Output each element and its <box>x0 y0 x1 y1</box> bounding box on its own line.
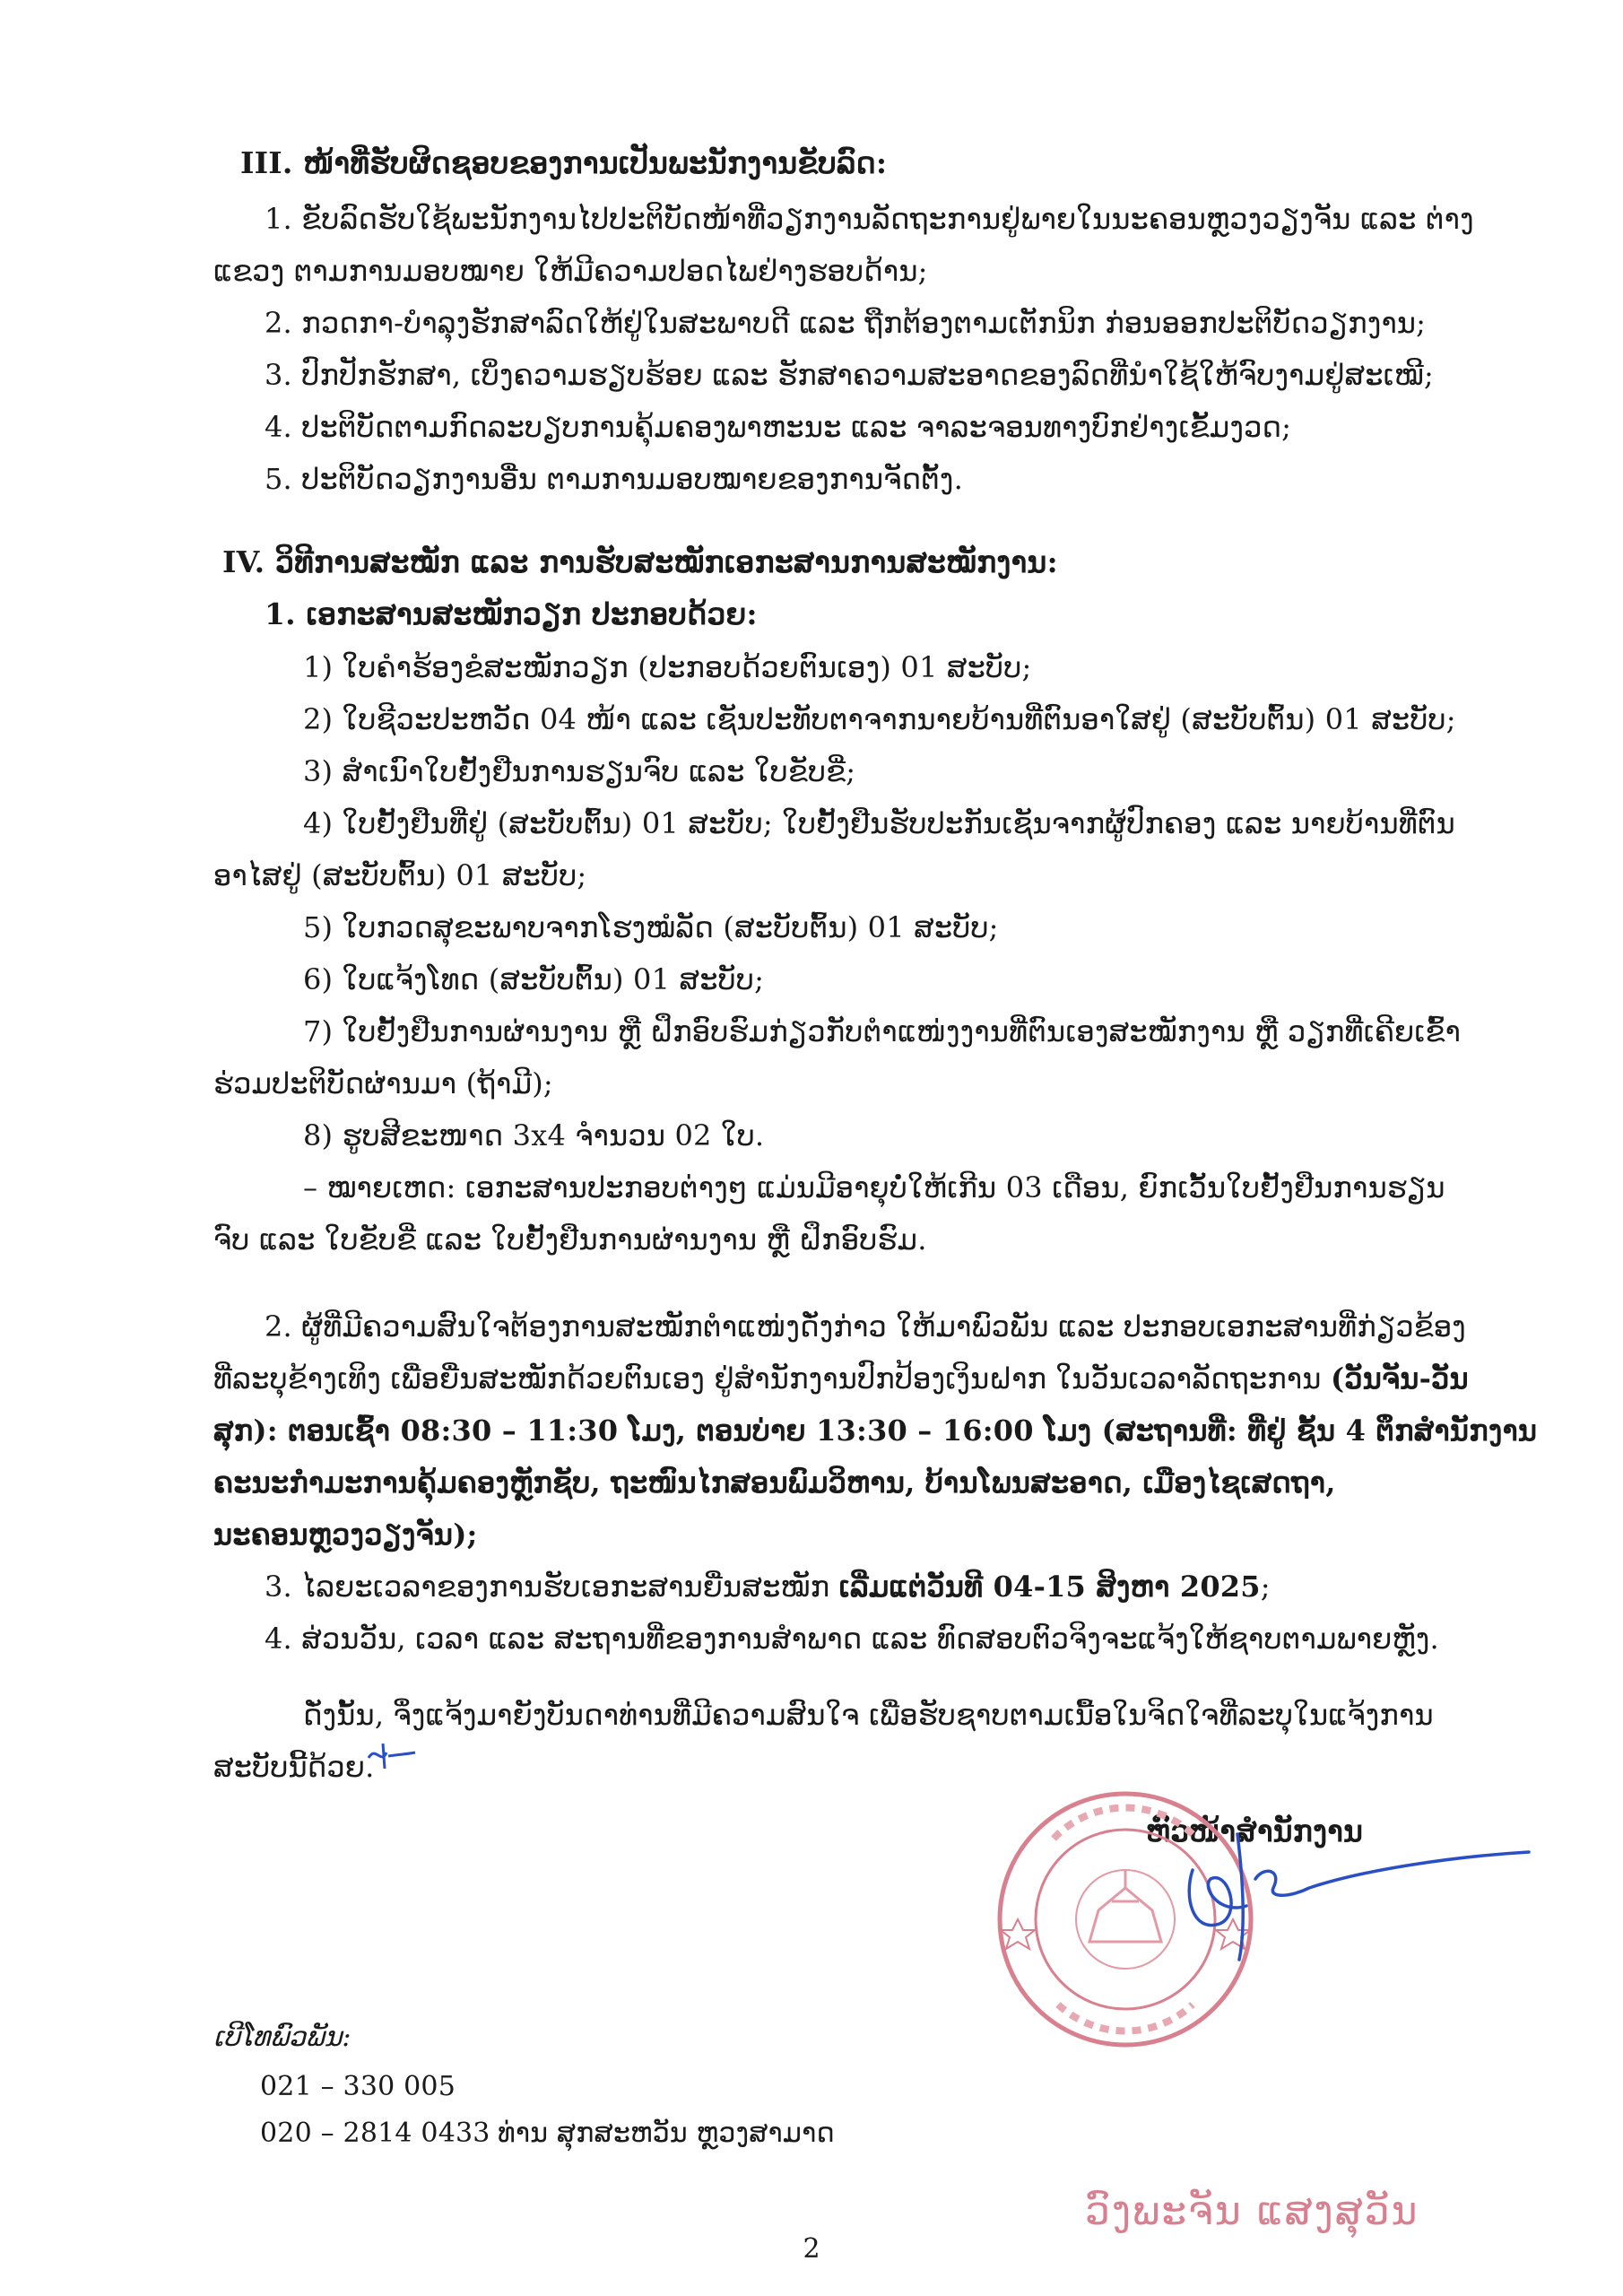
handwritten-signature-icon <box>1157 1816 1533 1969</box>
doc-item-7: 7) ໃບຢັ້ງຢືນການຜ່ານງານ ຫຼື ຝຶກອົບຮົມກ່ຽວກັບຕໍາແໜ່ງງານທີ່ຕົນເອງສະໝັກງານ ຫຼື ວຽກທີ່ເຄີຍເຂົ້າ <box>303 1014 1462 1048</box>
initial-mark-icon <box>363 1738 417 1774</box>
doc-item-1: 1) ໃບຄໍາຮ້ອງຂໍສະໝັກວຽກ (ປະກອບດ້ວຍຕົນເອງ) 01 ສະບັບ; <box>303 650 1032 684</box>
note: – ໝາຍເຫດ: ເອກະສານປະກອບຕ່າງໆ ແມ່ນມີອາຍຸບໍ່ໃຫ້ເກີນ 03 ເດືອນ, ຍົກເວັ້ນໃບຢັ້ງຢືນການຮຽນ <box>303 1170 1445 1205</box>
doc-item-5: 5) ໃບກວດສຸຂະພາບຈາກໂຮງໝໍລັດ (ສະບັບຕົ້ນ) 01 ສະບັບ; <box>303 910 999 944</box>
para-2-line-3: ສຸກ): ຕອນເຊົ້າ 08:30 – 11:30 ໂມງ, ຕອນບ່າຍ 13:30 – 16:00 ໂມງ (ສະຖານທີ່: ທີ່ຢູ່ ຊັ້ນ 4 ຕຶກສໍານັກງານ <box>213 1413 1538 1448</box>
signatory-title: ຫົວໜ້າສໍານັກງານ <box>1146 1813 1364 1848</box>
doc-item-3: 3) ສໍາເນົາໃບຢັ້ງຢືນການຮຽນຈົບ ແລະ ໃບຂັບຂີ່; <box>303 754 856 788</box>
duty-item-3: 3. ປົກປັກຮັກສາ, ເບິ່ງຄວາມຮຽບຮ້ອຍ ແລະ ຮັກສາຄວາມສະອາດຂອງລົດທີ່ນໍາໃຊ້ໃຫ້ຈົບງາມຢູ່ສະເໝີ; <box>265 358 1434 392</box>
para-3-text: 3. ໄລຍະເວລາຂອງການຮັບເອກະສານຍື່ນສະໝັກ <box>265 1570 839 1604</box>
signatory-name: ວົງພະຈັນ ແສງສຸວັນ <box>1085 2188 1419 2234</box>
section-4-heading: IV. ວິທີການສະໝັກ ແລະ ການຮັບສະໝັກເອກະສານການສະໝັກງານ: <box>222 544 1058 579</box>
doc-item-7-cont: ຮ່ວມປະຕິບັດຜ່ານມາ (ຖ້າມີ); <box>213 1066 553 1100</box>
duty-item-4: 4. ປະຕິບັດຕາມກົດລະບຽບການຄຸ້ມຄອງພາຫະນະ ແລະ ຈາລະຈອນທາງບົກຢ່າງເຂັ້ມງວດ; <box>265 410 1292 444</box>
closing-line-1: ດັ່ງນັ້ນ, ຈຶ່ງແຈ້ງມາຍັງບັນດາທ່ານທີ່ມີຄວາມສົນໃຈ ເພື່ອຮັບຊາບຕາມເນື້ອໃນຈິດໃຈທີ່ລະບຸໃນແຈ້ງການ <box>303 1698 1434 1732</box>
para-2-line-5: ນະຄອນຫຼວງວຽງຈັນ); <box>213 1518 478 1552</box>
doc-item-2: 2) ໃບຊີວະປະຫວັດ 04 ໜ້າ ແລະ ເຊັນປະທັບຕາຈາກນາຍບ້ານທີ່ຕົນອາໃສຢູ່ (ສະບັບຕົ້ນ) 01 ສະບັບ; <box>303 702 1456 736</box>
para-2-line-1: 2. ຜູ້ທີ່ມີຄວາມສົນໃຈຕ້ອງການສະໝັກຕໍາແໜ່ງດັ່ງກ່າວ ໃຫ້ມາພົວພັນ ແລະ ປະກອບເອກະສານທີ່ກ່ຽວຂ້ອງ <box>265 1309 1466 1344</box>
documents-subheading: 1. ເອກະສານສະໝັກວຽກ ປະກອບດ້ວຍ: <box>265 596 758 631</box>
duty-item-1: 1. ຂັບລົດຮັບໃຊ້ພະນັກງານໄປປະຕິບັດໜ້າທີ່ວຽກງານລັດຖະການຢູ່ພາຍໃນນະຄອນຫຼວງວຽງຈັນ ແລະ ຕ່າງ <box>265 202 1474 236</box>
doc-item-4: 4) ໃບຢັ້ງຢືນທີ່ຢູ່ (ສະບັບຕົ້ນ) 01 ສະບັບ; ໃບຢັ້ງຢືນຮັບປະກັນເຊັນຈາກຜູ້ປົກຄອງ ແລະ ນາຍບ້ານທີ່ຕົນ <box>303 806 1455 840</box>
contact-phone-1: 021 – 330 005 <box>260 2071 456 2102</box>
application-period: ເລີ່ມແຕ່ວັນທີ 04-15 ສິງຫາ 2025 <box>838 1570 1261 1604</box>
para-2-line-2-text: ທີ່ລະບຸຂ້າງເທິງ ເພື່ອຍື່ນສະໝັກດ້ວຍຕົນເອງ ຢູ່ສໍານັກງານປົກປ້ອງເງິນຝາກ ໃນວັນເວລາລັດຖະການ <box>213 1361 1331 1396</box>
office-hours-days: (ວັນຈັນ-ວັນ <box>1330 1361 1469 1396</box>
para-3 <box>265 1567 1271 1606</box>
doc-item-6: 6) ໃບແຈ້ງໂທດ (ສະບັບຕົ້ນ) 01 ສະບັບ; <box>303 962 765 996</box>
closing-line-2: ສະບັບນີ້ດ້ວຍ. <box>213 1750 375 1784</box>
doc-item-8: 8) ຮູບສີຂະໜາດ 3x4 ຈໍານວນ 02 ໃບ. <box>303 1118 765 1152</box>
doc-item-4-cont: ອາໄສຢູ່ (ສະບັບຕົ້ນ) 01 ສະບັບ; <box>213 858 587 892</box>
duty-item-1-cont: ແຂວງ ຕາມການມອບໝາຍ ໃຫ້ມີຄວາມປອດໄພຢ່າງຮອບດ້ານ; <box>213 254 928 288</box>
para-2-line-4: ຄະນະກໍາມະການຄຸ້ມຄອງຫຼັກຊັບ, ຖະໜົນໄກສອນພົມວິຫານ, ບ້ານໂພນສະອາດ, ເມືອງໄຊເສດຖາ, <box>213 1465 1336 1500</box>
contact-label: ເບີໂທພົວພັນ: <box>213 2022 352 2053</box>
page-number: 2 <box>803 2233 820 2265</box>
note-cont: ຈົບ ແລະ ໃບຂັບຂີ່ ແລະ ໃບຢັ້ງຢືນການຜ່ານງານ ຫຼື ຝຶກອົບຮົມ. <box>213 1222 927 1257</box>
contact-person: ທ່ານ ສຸກສະຫວັນ ຫຼວງສາມາດ <box>498 2118 835 2149</box>
duty-item-5: 5. ປະຕິບັດວຽກງານອື່ນ ຕາມການມອບໝາຍຂອງການຈັດຕັ້ງ. <box>265 462 963 496</box>
para-3-end: ; <box>1260 1570 1271 1604</box>
para-2-line-2 <box>213 1359 1469 1398</box>
duty-item-2: 2. ກວດກາ-ບໍາລຸງຮັກສາລົດໃຫ້ຢູ່ໃນສະພາບດີ ແລະ ຖືກຕ້ອງຕາມເຕັກນິກ ກ່ອນອອກປະຕິບັດວຽກງານ; <box>265 306 1427 340</box>
para-4: 4. ສ່ວນວັນ, ເວລາ ແລະ ສະຖານທີ່ຂອງການສໍາພາດ ແລະ ທົດສອບຕົວຈິງຈະແຈ້ງໃຫ້ຊາບຕາມພາຍຫຼັງ. <box>265 1622 1439 1656</box>
contact-phone-2: 020 – 2814 0433 <box>260 2118 490 2149</box>
section-3-heading: III. ໜ້າທີ່ຮັບຜິດຊອບຂອງການເປັນພະນັກງານຂັບລົດ: <box>240 145 888 180</box>
